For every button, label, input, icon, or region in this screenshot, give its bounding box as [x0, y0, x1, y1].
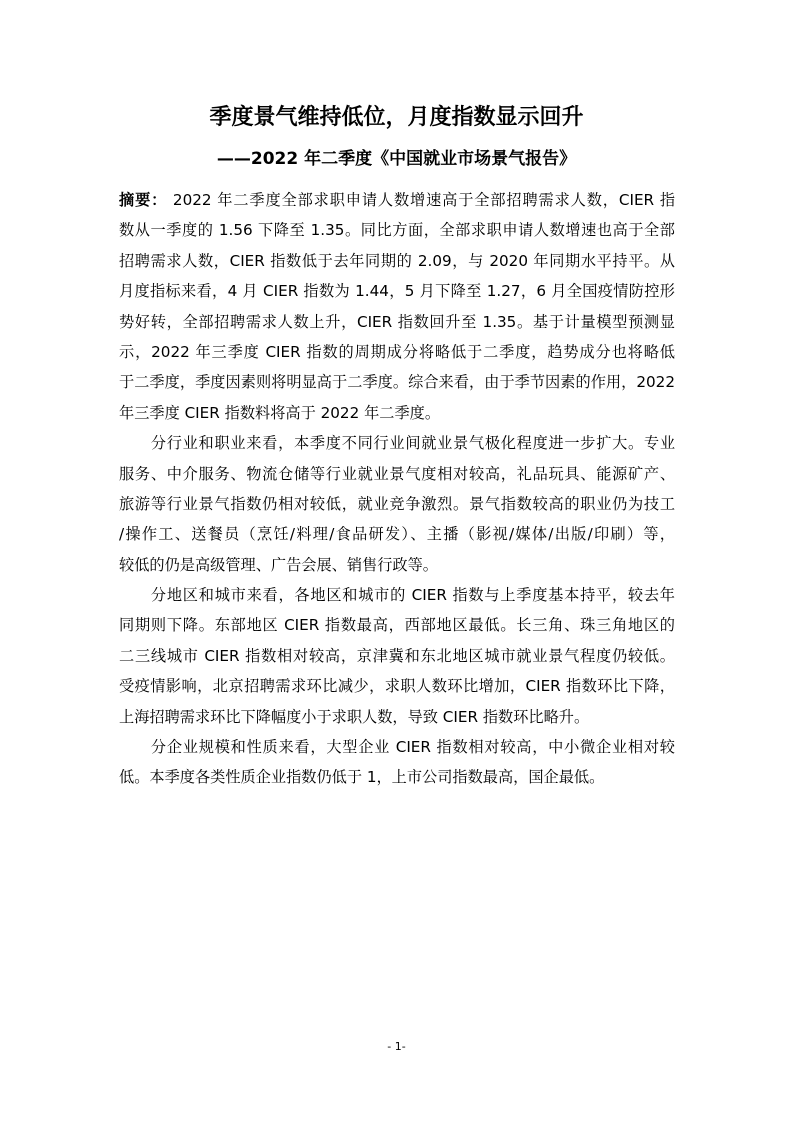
report-title: 季度景气维持低位，月度指数显示回升 [209, 105, 584, 130]
report-body [119, 185, 675, 793]
abstract-label: 摘要： [119, 191, 168, 209]
region-line: 上海招聘需求环比下降幅度小于求职人数，导致 CIER 指数环比略升。 [119, 707, 590, 726]
abstract-line-1 [119, 185, 675, 215]
industry-paragraph [119, 428, 675, 580]
enterprise-line: 分企业规模和性质来看，大型企业 CIER 指数相对较高，中小微企业相对较 [119, 738, 675, 757]
enterprise-paragraph [119, 732, 675, 793]
abstract-line: 月度指标来看，4 月 CIER 指数为 1.44，5 月下降至 1.27，6 月全国疫情防控形 [119, 282, 675, 301]
abstract-line: 数从一季度的 1.56 下降至 1.35。同比方面，全部求职申请人数增速也高于全部 [119, 221, 675, 240]
abstract-line: 年三季度 CIER 指数料将高于 2022 年二季度。 [119, 403, 441, 422]
region-line: 受疫情影响，北京招聘需求环比减少，求职人数环比增加，CIER 指数环比下降， [119, 677, 675, 696]
page-number: - 1- [387, 1040, 406, 1053]
region-line: 同期则下降。东部地区 CIER 指数最高，西部地区最低。长三角、珠三角地区的 [119, 616, 675, 635]
abstract-line-text: 2022 年二季度全部求职申请人数增速高于全部招聘需求人数，CIER 指 [167, 191, 676, 209]
abstract-paragraph [119, 185, 675, 428]
industry-line: 服务、中介服务、物流仓储等行业就业景气度相对较高，礼品玩具、能源矿产、 [119, 464, 675, 483]
enterprise-line: 低。本季度各类性质企业指数仍低于 1，上市公司指数最高，国企最低。 [119, 768, 605, 787]
abstract-line: 示，2022 年三季度 CIER 指数的周期成分将略低于二季度，趋势成分也将略低 [119, 342, 675, 361]
abstract-line: 于二季度，季度因素则将明显高于二季度。综合来看，由于季节因素的作用，2022 [119, 373, 675, 392]
region-line: 分地区和城市来看，各地区和城市的 CIER 指数与上季度基本持平，较去年 [119, 586, 675, 605]
industry-line: /操作工、送餐员（烹饪/料理/食品研发）、主播（影视/媒体/出版/印刷）等， [119, 525, 675, 544]
industry-line: 分行业和职业来看，本季度不同行业间就业景气极化程度进一步扩大。专业 [119, 434, 675, 453]
report-subtitle: ——2022 年二季度《中国就业市场景气报告》 [216, 149, 577, 169]
abstract-line: 招聘需求人数，CIER 指数低于去年同期的 2.09，与 2020 年同期水平持平。从 [119, 251, 675, 270]
industry-line: 较低的仍是高级管理、广告会展、销售行政等。 [119, 555, 438, 574]
abstract-line: 势好转，全部招聘需求人数上升，CIER 指数回升至 1.35。基于计量模型预测显 [119, 312, 675, 331]
industry-line: 旅游等行业景气指数仍相对较低，就业竞争激烈。景气指数较高的职业仍为技工 [119, 494, 675, 513]
region-line: 二三线城市 CIER 指数相对较高，京津冀和东北地区城市就业景气程度仍较低。 [119, 646, 675, 665]
region-paragraph [119, 580, 675, 732]
